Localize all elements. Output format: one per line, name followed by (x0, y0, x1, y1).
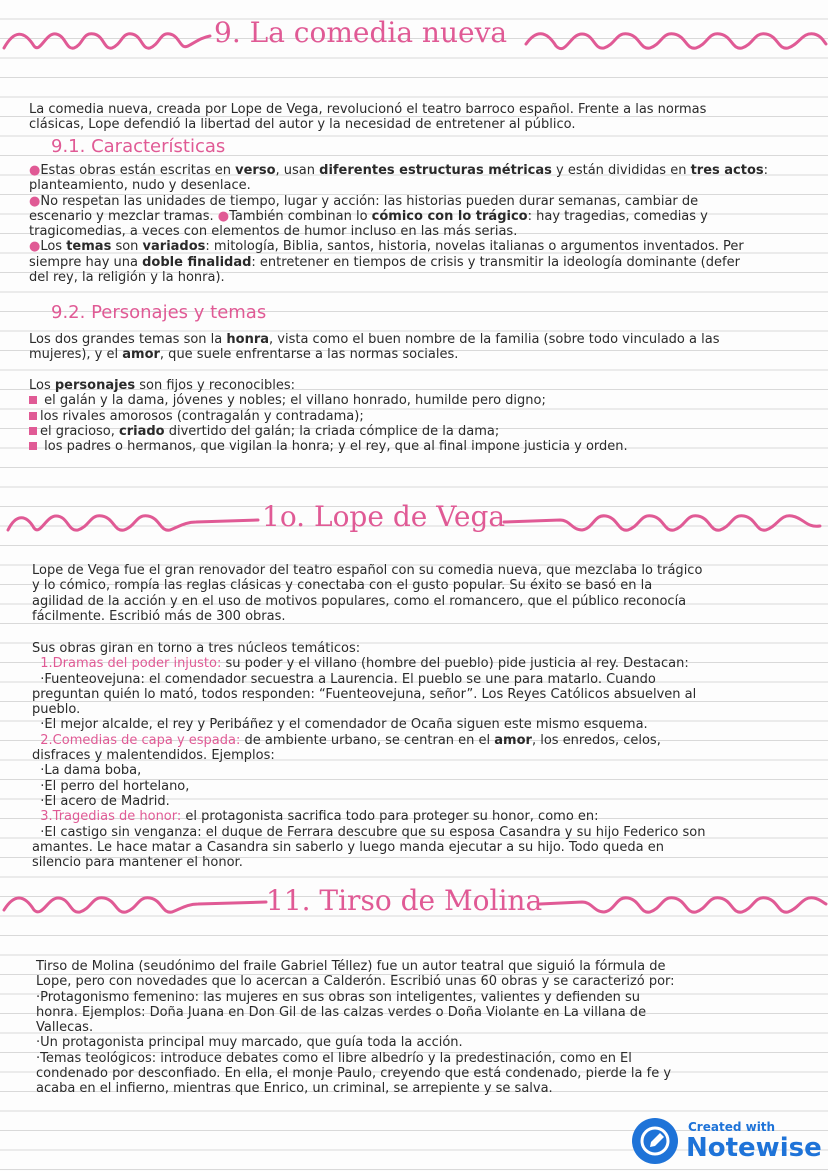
text-line: y lo cómico, rompía las reglas clásicas y conectaba con el gusto popular. Su éxito se basó en la (32, 578, 653, 594)
decorative-wave-left (0, 504, 262, 540)
pen-icon (632, 1118, 678, 1164)
text-line: Vallecas. (36, 1020, 94, 1036)
personajes-list (29, 378, 824, 454)
text-line: pueblo. (32, 702, 81, 718)
decorative-wave-right (500, 504, 828, 540)
text-line: ·Un protagonista principal muy marcado, que guía toda la acción. (36, 1035, 463, 1051)
text-line: Sus obras giran en torno a tres núcleos temáticos: (32, 641, 361, 656)
list-item: el galán y la dama, jóvenes y nobles; el villano honrado, humilde pero digno; (29, 393, 824, 408)
text-line: ●Los temas son variados: mitología, Biblia, santos, historia, novelas italianas o argumentos inventados. Per (29, 239, 744, 255)
square-bullet-icon (29, 442, 37, 450)
text-line: agilidad de la acción y en el uso de motivos populares, como el romancero, que el público reconocía (32, 593, 687, 609)
decorative-wave-left (0, 886, 270, 922)
notewise-logo (632, 1118, 678, 1164)
section-title: 1o. Lope de Vega (262, 500, 506, 533)
text-line: ·La dama boba, (40, 763, 142, 779)
text-line: disfraces y malentendidos. Ejemplos: (32, 748, 275, 764)
text-line: silencio para mantener el honor. (32, 855, 243, 871)
section-10-intro (32, 563, 824, 624)
text-line: planteamiento, nudo y desenlace. (29, 178, 251, 194)
text-line: 3.Tragedias de honor: el protagonista sacrifica todo para proteger su honor, como en: (40, 809, 599, 825)
text-line: Los personajes son fijos y reconocibles: (29, 378, 295, 393)
decorative-wave-right (538, 886, 828, 922)
decorative-wave-right (522, 22, 828, 58)
text-line: Lope de Vega fue el gran renovador del teatro español con su comedia nueva, que mezclaba lo trágico (32, 563, 703, 578)
square-bullet-icon (29, 412, 37, 420)
text-line: honra. Ejemplos: Doña Juana en Don Gil de las calzas verdes o Doña Violante en La villana de (36, 1004, 647, 1020)
text-line: ·Temas teológicos: introduce debates como el libre albedrío y la predestinación, como en El (36, 1050, 632, 1066)
text-line: ·El acero de Madrid. (40, 793, 170, 809)
text-line: ·Fuenteovejuna: el comendador secuestra a Laurencia. El pueblo se une para matarlo. Cuando (40, 671, 656, 687)
decorative-wave-left (0, 22, 215, 58)
text-line: siempre hay una doble finalidad: entretener en tiempos de crisis y transmitir la ideología dominante (defer (29, 254, 740, 270)
text-line: ●No respetan las unidades de tiempo, lugar y acción: las historias pueden durar semanas, cambiar de (29, 193, 699, 209)
text-line: ·El perro del hortelano, (40, 778, 190, 794)
text-line: ·El castigo sin venganza: el duque de Ferrara descubre que su esposa Casandra y su hijo Federico son (40, 824, 706, 840)
list-item: los rivales amorosos (contragalán y contradama); (29, 409, 824, 424)
section-9-intro (29, 102, 824, 133)
text-line: escenario y mezclar tramas. ●También combinan lo cómico con lo trágico: hay tragedias, comedias y (29, 208, 708, 224)
subsection-title-caracteristicas: 9.1. Características (51, 136, 226, 157)
nucleos-tematicos (32, 641, 824, 870)
section-11-text (36, 959, 824, 1097)
text-line: Lope, pero con novedades que lo acercan a Calderón. Escribió unas 60 obras y se caracterizó por: (36, 974, 675, 990)
text-line: Tirso de Molina (seudónimo del fraile Gabriel Téllez) fue un autor teatral que siguió la fórmula de (36, 959, 666, 974)
badge-caption: Created with (688, 1120, 776, 1134)
text-line: 2.Comedias de capa y espada: de ambiente urbano, se centran en el amor, los enredos, celos, (40, 732, 661, 748)
personajes-temas-text (29, 332, 824, 363)
caracteristicas-text (29, 163, 828, 285)
text-line: fácilmente. Escribió más de 300 obras. (32, 608, 286, 624)
square-bullet-icon (29, 396, 37, 404)
text-line: condenado por desconfiado. En ella, el monje Paulo, creyendo que está condenado, pierde la fe y (36, 1066, 672, 1082)
section-title: 11. Tirso de Molina (266, 884, 543, 917)
text-line: preguntan quién lo mató, todos responden: “Fuenteovejuna, señor”. Los Reyes Católicos absuelven al (32, 686, 697, 702)
text-line: amantes. Le hace matar a Casandra sin saberlo y luego manda ejecutar a su hijo. Todo queda en (32, 839, 664, 855)
badge-brand: Notewise (686, 1133, 822, 1163)
intro-line: La comedia nueva, creada por Lope de Vega, revolucionó el teatro barroco español. Frente a las normas (29, 102, 707, 117)
text-line: del rey, la religión y la honra). (29, 270, 225, 286)
intro-line: clásicas, Lope defendió la libertad del autor y la necesidad de entretener al público. (29, 117, 576, 133)
text-line: 1.Dramas del poder injusto: su poder y el villano (hombre del pueblo) pide justicia al rey. Destacan: (40, 656, 689, 672)
section-title: 9. La comedia nueva (214, 16, 508, 49)
list-item: el gracioso, criado divertido del galán; la criada cómplice de la dama; (29, 424, 824, 439)
subsection-title-personajes: 9.2. Personajes y temas (51, 302, 267, 323)
list-item: los padres o hermanos, que vigilan la honra; y el rey, que al final impone justicia y orden. (29, 439, 824, 454)
text-line: tragicomedias, a veces con elementos de humor incluso en las más serias. (29, 224, 518, 240)
text-line: ·El mejor alcalde, el rey y Peribáñez y el comendador de Ocaña siguen este mismo esquema. (40, 717, 648, 733)
square-bullet-icon (29, 427, 37, 435)
text-line: Los dos grandes temas son la honra, vista como el buen nombre de la familia (sobre todo vinculado a las (29, 332, 720, 347)
text-line: acaba en el infierno, mientras que Enrico, un criminal, se arrepiente y se salva. (36, 1081, 553, 1097)
text-line: ●Estas obras están escritas en verso, usan diferentes estructuras métricas y están divididas en tres actos: (29, 163, 769, 178)
text-line: ·Protagonismo femenino: las mujeres en sus obras son inteligentes, valientes y defienden su (36, 989, 641, 1005)
text-line: mujeres), y el amor, que suele enfrentarse a las normas sociales. (29, 347, 459, 363)
